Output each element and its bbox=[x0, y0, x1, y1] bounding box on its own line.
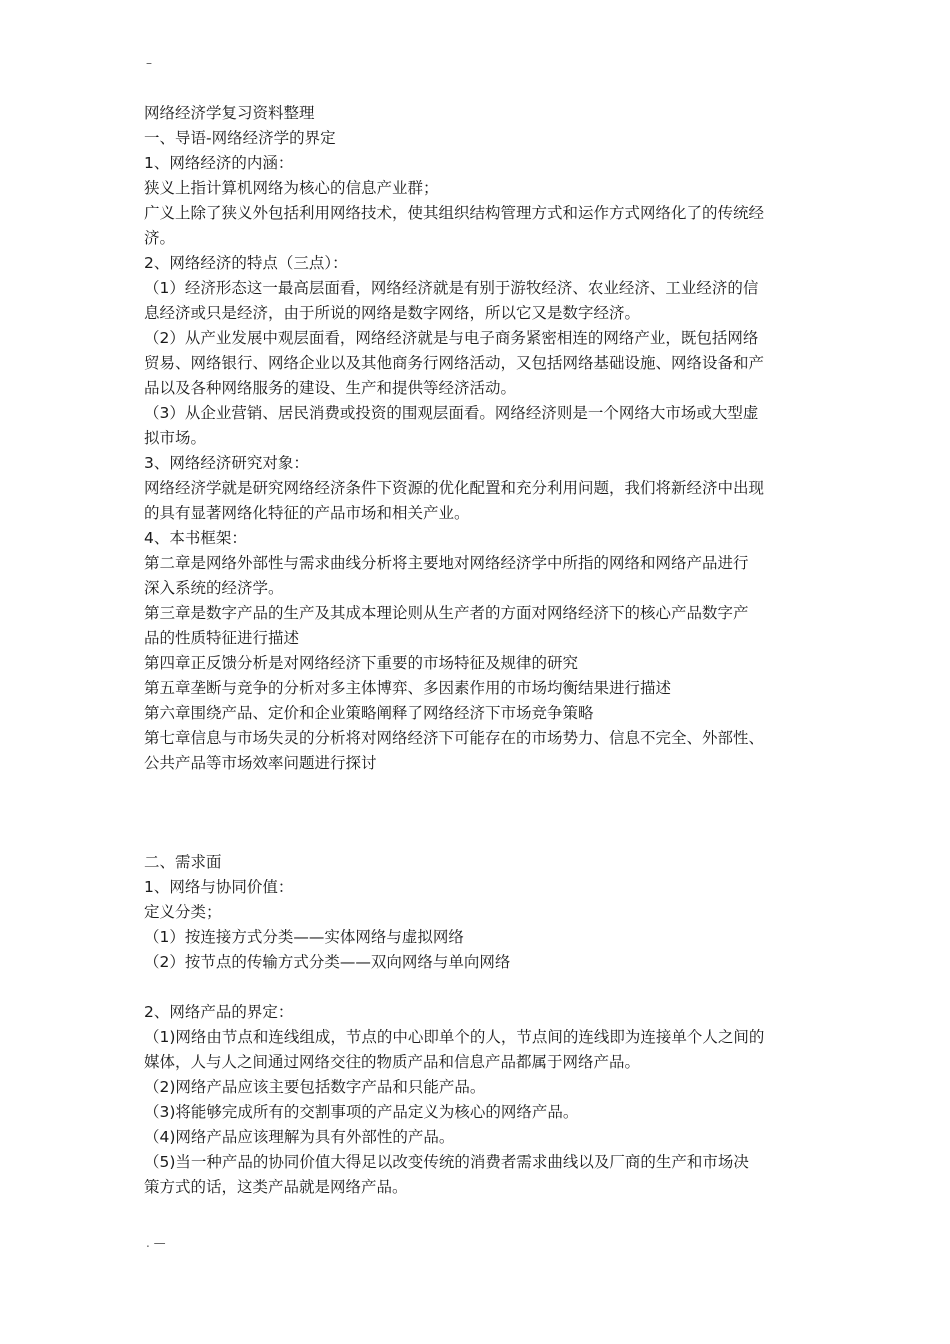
intro-line: 1、网络经济的内涵： bbox=[144, 154, 294, 172]
intro-line: 一、导语-网络经济学的界定 bbox=[144, 129, 336, 147]
product-line: （1)网络由节点和连线组成，节点的中心即单个的人，节点间的连线即为连接单个人之间的 bbox=[144, 1028, 765, 1046]
intro-line: （1）经济形态这一最高层面看，网络经济就是有别于游牧经济、农业经济、工业经济的信 bbox=[144, 279, 759, 297]
intro-line: 4、本书框架： bbox=[144, 529, 247, 547]
section-intro bbox=[144, 101, 816, 776]
section-demand-network-value bbox=[144, 850, 816, 975]
intro-line: 深入系统的经济学。 bbox=[144, 579, 284, 597]
demand-line: 二、需求面 bbox=[144, 853, 222, 871]
intro-line: 公共产品等市场效率问题进行探讨 bbox=[144, 754, 377, 772]
demand-line: 定义分类； bbox=[144, 903, 222, 921]
product-line: 策方式的话，这类产品就是网络产品。 bbox=[144, 1178, 408, 1196]
intro-line: 息经济或只是经济，由于所说的网络是数字网络，所以它又是数字经济。 bbox=[144, 304, 641, 322]
paragraph-spacer bbox=[144, 975, 816, 1000]
demand-line: （1）按连接方式分类——实体网络与虚拟网络 bbox=[144, 928, 464, 946]
intro-line: 3、网络经济研究对象： bbox=[144, 454, 309, 472]
intro-line: 第三章是数字产品的生产及其成本理论则从生产者的方面对网络经济下的核心产品数字产 bbox=[144, 604, 749, 622]
intro-line: 品以及各种网络服务的建设、生产和提供等经济活动。 bbox=[144, 379, 517, 397]
intro-line: 第二章是网络外部性与需求曲线分析将主要地对网络经济学中所指的网络和网络产品进行 bbox=[144, 554, 749, 572]
product-line: （5)当一种产品的协同价值大得足以改变传统的消费者需求曲线以及厂商的生产和市场决 bbox=[144, 1153, 749, 1171]
header-mark: – bbox=[146, 56, 152, 70]
intro-line: 广义上除了狭义外包括利用网络技术，使其组织结构管理方式和运作方式网络化了的传统经 bbox=[144, 204, 765, 222]
intro-line: 贸易、网络银行、网络企业以及其他商务行网络活动，又包括网络基础设施、网络设备和产 bbox=[144, 354, 765, 372]
intro-line: 2、网络经济的特点（三点）： bbox=[144, 254, 348, 272]
product-line: 媒体，人与人之间通过网络交往的物质产品和信息产品都属于网络产品。 bbox=[144, 1053, 641, 1071]
product-line: （4)网络产品应该理解为具有外部性的产品。 bbox=[144, 1128, 455, 1146]
intro-line: 第五章垄断与竞争的分析对多主体博弈、多因素作用的市场均衡结果进行描述 bbox=[144, 679, 672, 697]
product-line: （3)将能够完成所有的交割事项的产品定义为核心的网络产品。 bbox=[144, 1103, 579, 1121]
section-demand-network-products bbox=[144, 1000, 816, 1200]
demand-line: （2）按节点的传输方式分类——双向网络与单向网络 bbox=[144, 953, 511, 971]
product-line: （2)网络产品应该主要包括数字产品和只能产品。 bbox=[144, 1078, 486, 1096]
intro-line: 拟市场。 bbox=[144, 429, 207, 447]
product-line: 2、网络产品的界定： bbox=[144, 1003, 294, 1021]
document-body bbox=[144, 101, 816, 1200]
intro-line: 网络经济学复习资料整理 bbox=[144, 104, 315, 122]
intro-line: 济。 bbox=[144, 229, 176, 247]
intro-line: 第六章围绕产品、定价和企业策略阐释了网络经济下市场竞争策略 bbox=[144, 704, 594, 722]
intro-line: 第七章信息与市场失灵的分析将对网络经济下可能存在的市场势力、信息不完全、外部性、 bbox=[144, 729, 765, 747]
demand-line: 1、网络与协同价值： bbox=[144, 878, 294, 896]
section-spacer bbox=[144, 776, 816, 850]
intro-line: （3）从企业营销、居民消费或投资的围观层面看。网络经济则是一个网络大市场或大型虚 bbox=[144, 404, 759, 422]
intro-line: 狭义上指计算机网络为核心的信息产业群； bbox=[144, 179, 439, 197]
intro-line: 品的性质特征进行描述 bbox=[144, 629, 300, 647]
footer-mark: . — bbox=[146, 1236, 166, 1250]
intro-line: 的具有显著网络化特征的产品市场和相关产业。 bbox=[144, 504, 470, 522]
intro-line: 第四章正反馈分析是对网络经济下重要的市场特征及规律的研究 bbox=[144, 654, 579, 672]
intro-line: 网络经济学就是研究网络经济条件下资源的优化配置和充分利用问题，我们将新经济中出现 bbox=[144, 479, 765, 497]
intro-line: （2）从产业发展中观层面看，网络经济就是与电子商务紧密相连的网络产业，既包括网络 bbox=[144, 329, 759, 347]
